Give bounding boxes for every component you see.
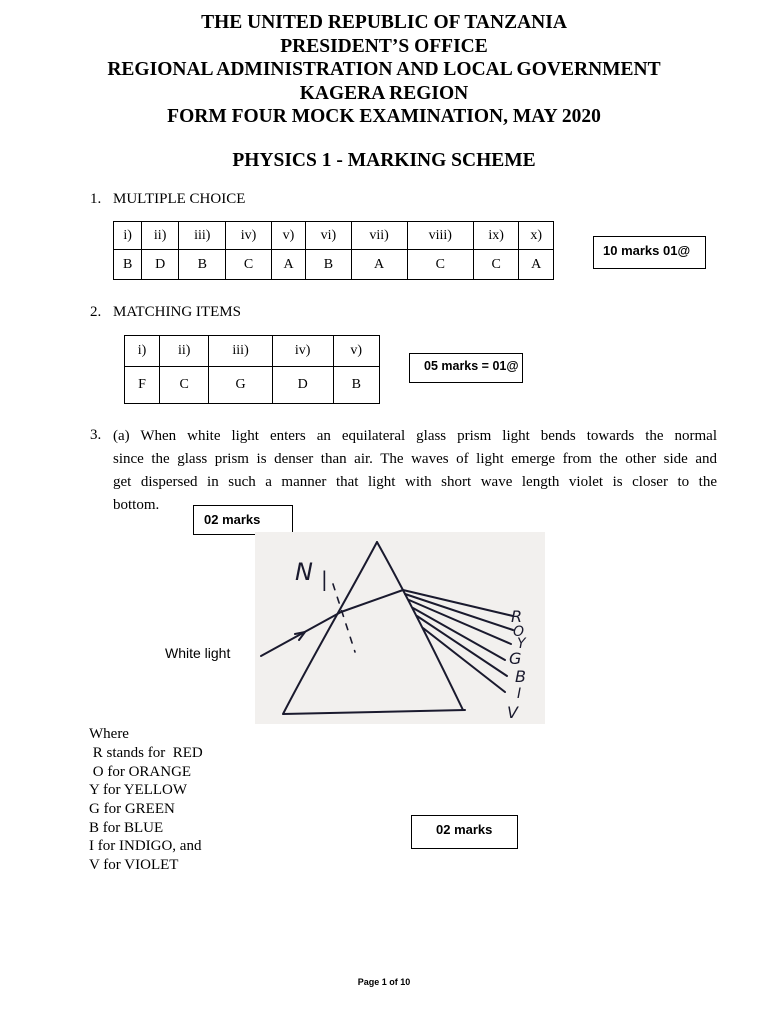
violet-label: V — [507, 703, 518, 722]
q2-item: v) — [333, 336, 379, 367]
legend-blue: B for BLUE — [89, 820, 164, 836]
q1-item: vi) — [306, 222, 351, 250]
q3-text-line: (a) When white light enters an equilateral glass prism light bends towards the normal — [113, 428, 717, 444]
q1-item: vii) — [351, 222, 407, 250]
q2-item: ii) — [160, 336, 209, 367]
header-region: KAGERA REGION — [299, 82, 469, 104]
q2-answer-table — [124, 335, 380, 404]
q1-items-row — [114, 222, 554, 250]
q1-answer: A — [271, 250, 306, 280]
header-country: THE UNITED REPUBLIC OF TANZANIA — [201, 12, 567, 33]
blue-label: B — [515, 667, 526, 686]
page-title: PHYSICS 1 - MARKING SCHEME — [232, 150, 536, 171]
q1-answer: C — [226, 250, 271, 280]
q2-answer: C — [160, 367, 209, 404]
q2-marks-box: 05 marks = 01@ — [409, 353, 523, 383]
q2-title: MATCHING ITEMS — [113, 304, 241, 320]
incident-ray — [261, 612, 341, 656]
legend-orange: O for ORANGE — [89, 764, 192, 780]
q1-heading — [90, 191, 245, 208]
q1-answer: B — [306, 250, 351, 280]
q1-answer: B — [179, 250, 226, 280]
q3a-marks-box: 02 marks — [193, 505, 293, 535]
indigo-label: I — [517, 686, 522, 702]
q1-answer-table — [113, 221, 554, 280]
where-heading: Where — [89, 726, 129, 742]
q1-item: ii) — [142, 222, 179, 250]
legend-indigo: I for INDIGO, and — [89, 838, 202, 854]
legend-red: R stands for RED — [89, 745, 203, 761]
q1-item: v) — [271, 222, 306, 250]
q2-number: 2. — [90, 304, 102, 320]
legend-violet: V for VIOLET — [89, 857, 179, 873]
normal-label: N — [295, 558, 313, 586]
q1-item: ix) — [474, 222, 519, 250]
refracted-ray — [341, 590, 403, 612]
legend-green: G for GREEN — [89, 801, 175, 817]
q1-answer: D — [142, 250, 179, 280]
q3-answer-text — [113, 425, 717, 517]
q2-answer: F — [125, 367, 160, 404]
q3-text-line: get dispersed in such a manner that light with short wave length violet is closer to the — [113, 474, 717, 490]
page-number: Page 1 of 10 — [357, 977, 411, 987]
q1-item: viii) — [407, 222, 474, 250]
q1-title: MULTIPLE CHOICE — [113, 191, 246, 207]
red-label: R — [511, 607, 523, 626]
q1-answers-row — [114, 250, 554, 280]
q1-number: 1. — [90, 191, 102, 207]
q2-item: iv) — [272, 336, 333, 367]
q2-items-row — [125, 336, 380, 367]
header-office: PRESIDENT’S OFFICE — [280, 35, 488, 57]
q2-answers-row — [125, 367, 380, 404]
header-exam: FORM FOUR MOCK EXAMINATION, MAY 2020 — [167, 106, 601, 127]
q3b-marks-box: 02 marks — [411, 815, 518, 849]
normal-label-mark: | — [321, 567, 328, 591]
q2-item: iii) — [209, 336, 273, 367]
q2-item: i) — [125, 336, 160, 367]
q1-answer: B — [114, 250, 142, 280]
q1-marks-box: 10 marks 01@ — [593, 236, 706, 269]
q2-heading — [90, 304, 241, 321]
white-light-label: White light — [165, 645, 231, 661]
q1-answer: C — [407, 250, 474, 280]
dispersed-ray — [413, 608, 505, 660]
q1-answer: C — [474, 250, 519, 280]
orange-label: O — [513, 624, 525, 640]
prism-right-face — [377, 542, 463, 710]
q1-answer: A — [519, 250, 554, 280]
q3-text-line: since the glass prism is denser than air. The waves of light emerge from the other side and — [113, 451, 717, 467]
legend-yellow: Y for YELLOW — [89, 782, 188, 798]
green-label: G — [509, 649, 522, 668]
yellow-label: Y — [517, 636, 526, 652]
q1-item: i) — [114, 222, 142, 250]
q1-item: iii) — [179, 222, 226, 250]
q2-answer: D — [272, 367, 333, 404]
header-department: REGIONAL ADMINISTRATION AND LOCAL GOVERNMENT — [107, 59, 661, 80]
q1-item: x) — [519, 222, 554, 250]
q2-answer: G — [209, 367, 273, 404]
q1-item: iv) — [226, 222, 271, 250]
q1-answer: A — [351, 250, 407, 280]
prism-dispersion-figure — [255, 532, 545, 724]
q3-text-line: bottom. — [113, 497, 160, 513]
q3-number: 3. — [90, 427, 102, 443]
q2-answer: B — [333, 367, 379, 404]
